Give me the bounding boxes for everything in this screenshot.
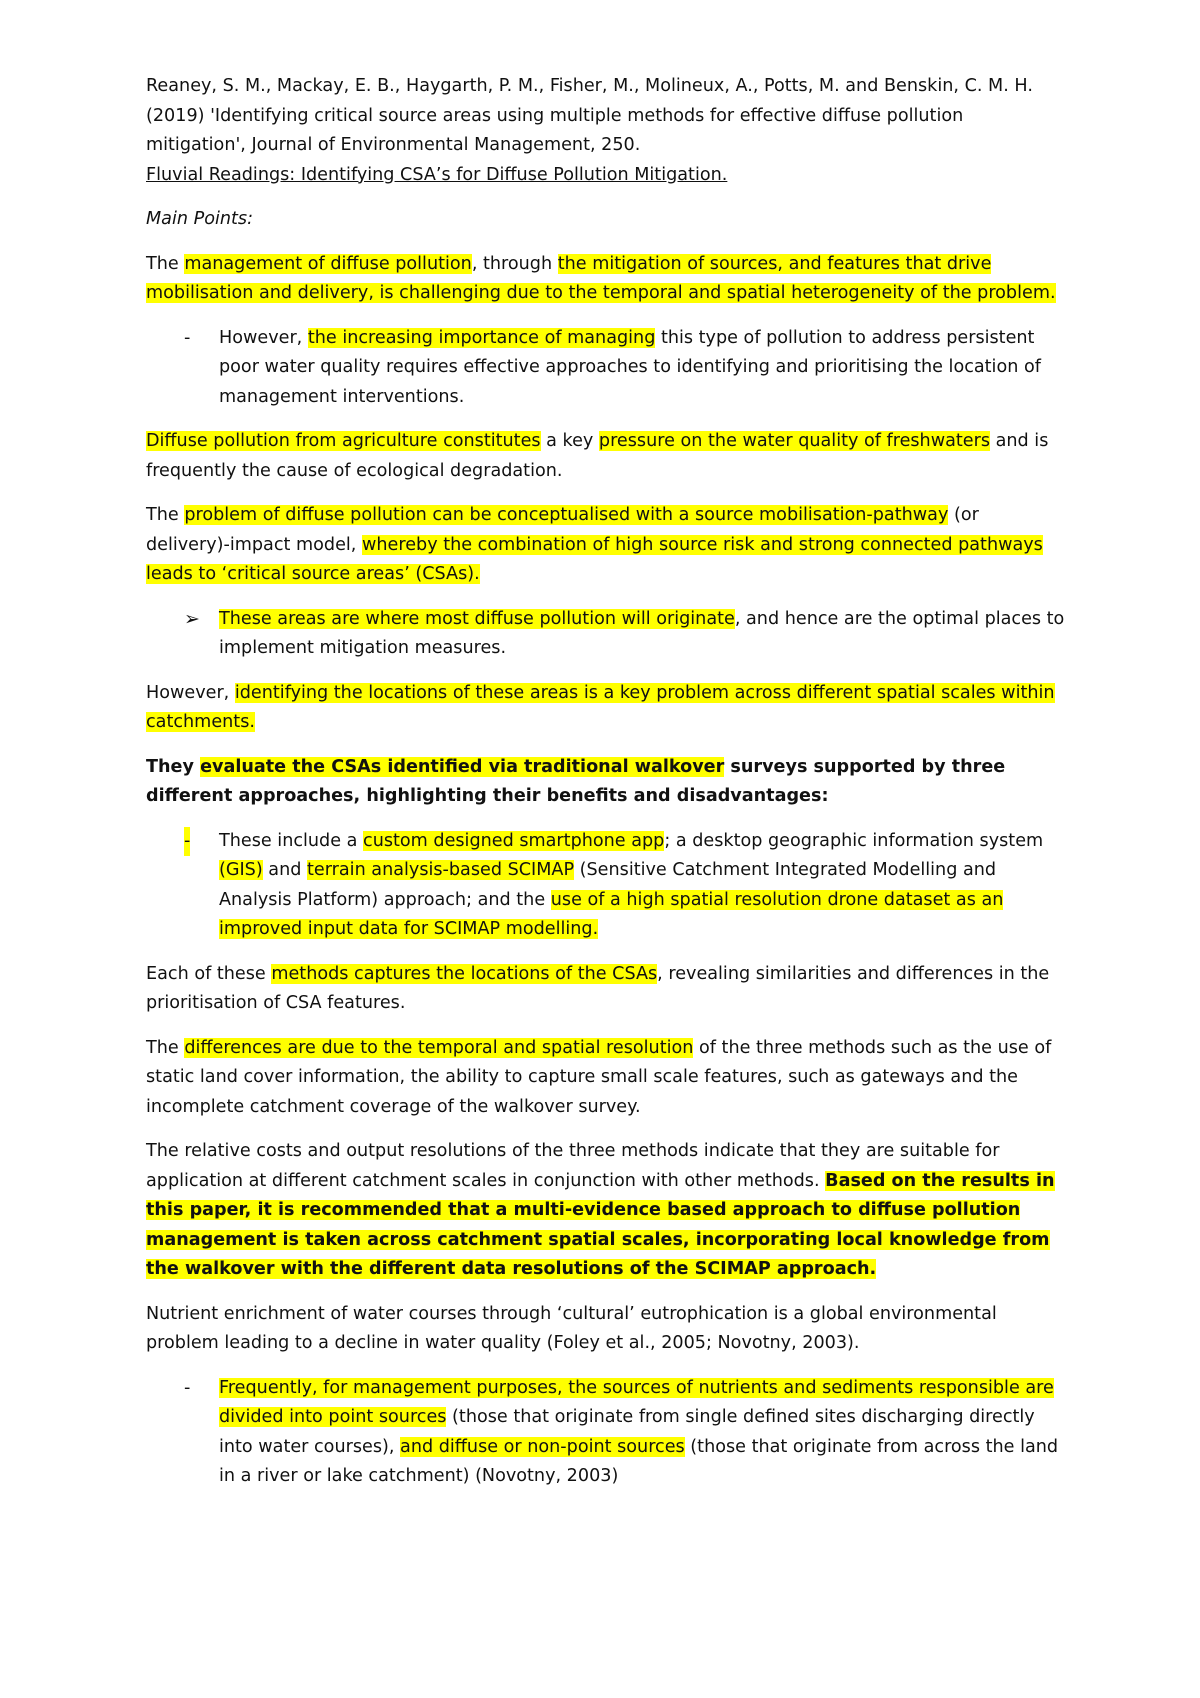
- highlight: whereby the combination of high source risk and strong connected pathways leads to ‘critical source areas’ (CSAs).: [146, 534, 1043, 584]
- paragraph-eutrophication: [146, 1300, 1066, 1359]
- text: this type of pollution to address persistent poor water quality requires effective approaches to identifying and prioritising the location of management interventions.: [219, 327, 1041, 407]
- text: (those that originate from across the land in a river or lake catchment) (Novotny, 2003): [219, 1436, 1059, 1486]
- paragraph-recommendation: [146, 1137, 1066, 1285]
- text: However,: [146, 682, 235, 703]
- citation-line-1: Reaney, S. M., Mackay, E. B., Haygarth, P. M., Fisher, M., Molineux, A., Potts, M. and Benskin, C. M. H.: [146, 76, 1033, 96]
- highlight: (GIS): [219, 860, 263, 880]
- dash-bullet: -: [184, 327, 191, 348]
- paragraph-locations: [146, 679, 1066, 738]
- highlight: methods captures the locations of the CSAs: [271, 963, 658, 984]
- list-item-sources: [146, 1374, 1066, 1492]
- highlight: differences are due to the temporal and spatial resolution: [184, 1037, 694, 1058]
- text: The: [146, 1037, 185, 1058]
- highlight: Based on the results in this paper, it is recommended that a multi-evidence based approach to diffuse pollution management is taken across catchment spatial scales, incorporating local knowledge from the walkover with the different data resolutions of the SCIMAP approach.: [146, 1170, 1055, 1279]
- text: and: [262, 860, 308, 880]
- text: (those that originate from single defined sites discharging directly into water courses),: [219, 1407, 1035, 1457]
- citation: [146, 72, 1066, 190]
- highlight: the mitigation of sources, and features that drive mobilisation and delivery, is challenging due to the temporal and spatial heterogeneity of the problem.: [146, 253, 1056, 303]
- document-subtitle: Fluvial Readings: Identifying CSA’s for Diffuse Pollution Mitigation.: [146, 164, 728, 185]
- arrow-bullet-icon: ➢: [184, 607, 200, 630]
- text: ; a desktop geographic information system: [664, 830, 1044, 851]
- paragraph-differences: [146, 1034, 1066, 1123]
- text: and is frequently the cause of ecological degradation.: [146, 431, 1049, 481]
- text: Each of these: [146, 963, 272, 984]
- paragraph-evaluation: [146, 753, 1066, 812]
- paragraph-agriculture: [146, 427, 1066, 486]
- paragraph-management: [146, 250, 1066, 309]
- highlight: management of diffuse pollution: [184, 253, 472, 274]
- main-points-label: Main Points:: [146, 209, 253, 229]
- text: However,: [219, 327, 308, 348]
- highlight: pressure on the water quality of freshwaters: [598, 431, 991, 451]
- highlight: use of a high spatial resolution drone dataset as an improved input data for SCIMAP modelling.: [219, 889, 1004, 939]
- highlight: Frequently, for management purposes, the sources of nutrients and sediments responsible are divided into point sources: [219, 1377, 1054, 1427]
- highlight: terrain analysis-based SCIMAP: [307, 860, 575, 880]
- text: The: [146, 253, 185, 274]
- citation-line-2: (2019) 'Identifying critical source areas using multiple methods for effective diffuse pollution: [146, 105, 964, 126]
- text: , and hence are the optimal places to implement mitigation measures.: [219, 608, 1065, 658]
- highlight: Diffuse pollution from agriculture constitutes: [146, 431, 541, 451]
- text: (or delivery)-impact model,: [146, 505, 979, 555]
- highlight: and diffuse or non-point sources: [400, 1436, 685, 1457]
- document-body: [146, 72, 1066, 1507]
- text: They: [146, 756, 201, 777]
- text: Nutrient enrichment of water courses through ‘cultural’ eutrophication is a global environmental problem leading to a decline in water quality (Foley et al., 2005; Novotny, 2003).: [146, 1303, 997, 1353]
- list-item-origin: [146, 605, 1066, 664]
- highlight: evaluate the CSAs identified via traditional walkover: [200, 756, 725, 777]
- list-item-importance: [146, 324, 1066, 413]
- highlight: identifying the locations of these areas is a key problem across different spatial scales within catchments.: [146, 682, 1055, 732]
- text: of the three methods such as the use of static land cover information, the ability to capture small scale features, such as gateways and the incomplete catchment coverage of the walkover survey.: [146, 1037, 1052, 1117]
- dash-bullet: -: [184, 1377, 191, 1398]
- text: The: [146, 505, 185, 525]
- text: , through: [471, 253, 558, 274]
- text: These include a: [219, 830, 364, 851]
- text: , revealing similarities and differences in the prioritisation of CSA features.: [146, 963, 1050, 1013]
- paragraph-methods: [146, 960, 1066, 1019]
- highlight: These areas are where most diffuse pollution will originate: [219, 608, 735, 629]
- text: a key: [540, 431, 599, 451]
- text: (Sensitive Catchment Integrated Modelling and Analysis Platform) approach; and the: [219, 860, 997, 910]
- dash-bullet: -: [184, 827, 190, 857]
- text: The relative costs and output resolutions of the three methods indicate that they are suitable for application at different catchment scales in conjunction with other methods.: [146, 1141, 1000, 1191]
- paragraph-conceptual-model: [146, 501, 1066, 590]
- list-item-approaches: [146, 827, 1066, 945]
- highlight: custom designed smartphone app: [363, 830, 665, 851]
- highlight: problem of diffuse pollution can be conceptualised with a source mobilisation-pathway: [184, 505, 949, 525]
- text: surveys supported by three different approaches, highlighting their benefits and disadvantages:: [146, 756, 1006, 806]
- citation-line-3: mitigation', Journal of Environmental Management, 250.: [146, 135, 641, 155]
- highlight: the increasing importance of managing: [307, 327, 656, 348]
